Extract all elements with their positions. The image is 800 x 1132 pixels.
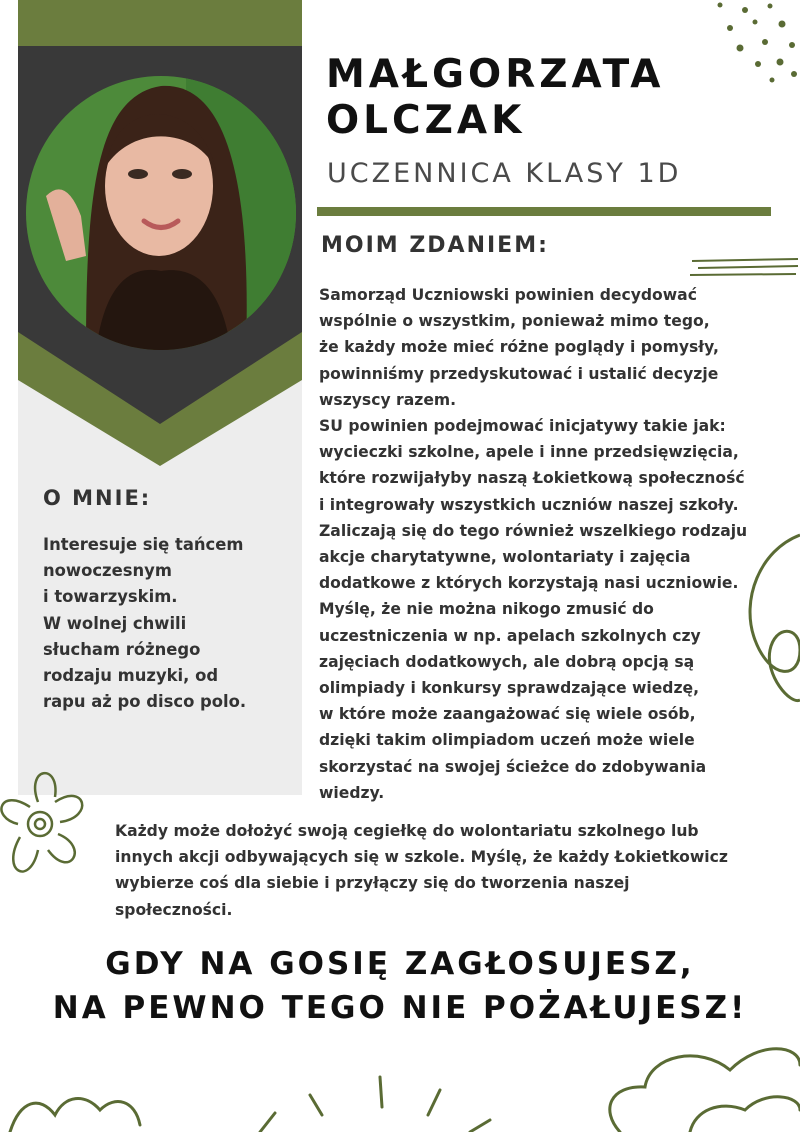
- banner-top-stripe: [18, 0, 302, 46]
- opinion-text: Samorząd Uczniowski powinien decydować wspólnie o wszystkim, ponieważ mimo tego, że każdy może mieć różne poglądy i pomysły, powinniśmy przedyskutować i ustalić decyzje wszyscy razem. SU powinien podejmować inicjatywy takie jak: wycieczki szkolne, apele i inne przedsięwzięcia, które rozwijałyby naszą Łokietkową społeczność i integrowały wszystkich uczniów naszej szkoły. Zaliczają się do tego również wszelkiego rodzaju akcje charytatywne, wolontariaty i zajęcia dodatkowe z których korzystają nasi uczniowie. Myślę, że nie można nikogo zmusić do uczestniczenia w np. apelach szkolnych czy zajęciach dodatkowych, ale dobrą opcją są olimpiady i konkursy sprawdzające wiedzę, w które może zaangażować się wiele osób, dzięki takim olimpiadom uczeń może wiele skorzystać na swojej ścieżce do zdobywania wiedzy.: [319, 286, 748, 802]
- closing-text: Każdy może dołożyć swoją cegiełkę do wolontariatu szkolnego lub innych akcji odbywających się w szkole. Myślę, że każdy Łokietkowicz wybierze coś dla siebie i przyłączy się do tworzenia naszej społeczności.: [115, 822, 728, 919]
- about-text: Interesuje się tańcem nowoczesnym i towarzyskim. W wolnej chwili słucham różnego rodzaju muzyki, od rapu aż po disco polo.: [43, 535, 247, 712]
- about-heading: O MNIE:: [43, 486, 152, 510]
- campaign-slogan: GDY NA GOSIĘ ZAGŁOSUJESZ, NA PEWNO TEGO NIE POŻAŁUJESZ!: [52, 946, 748, 1026]
- bottom-doodle-icon: [0, 1015, 800, 1132]
- candidate-subtitle: UCZENNICA KLASY 1D: [327, 158, 682, 189]
- line-decoration-icon: [688, 255, 800, 279]
- portrait-photo: [26, 76, 296, 350]
- flower-outline-icon: [0, 762, 95, 892]
- dots-decoration-icon: [700, 0, 800, 90]
- banner-chevron: [18, 330, 302, 470]
- swirl-decoration-icon: [700, 530, 800, 710]
- candidate-name: MAŁGORZATA OLCZAK: [326, 52, 665, 143]
- title-divider: [317, 207, 771, 216]
- opinion-heading: MOIM ZDANIEM:: [321, 233, 549, 258]
